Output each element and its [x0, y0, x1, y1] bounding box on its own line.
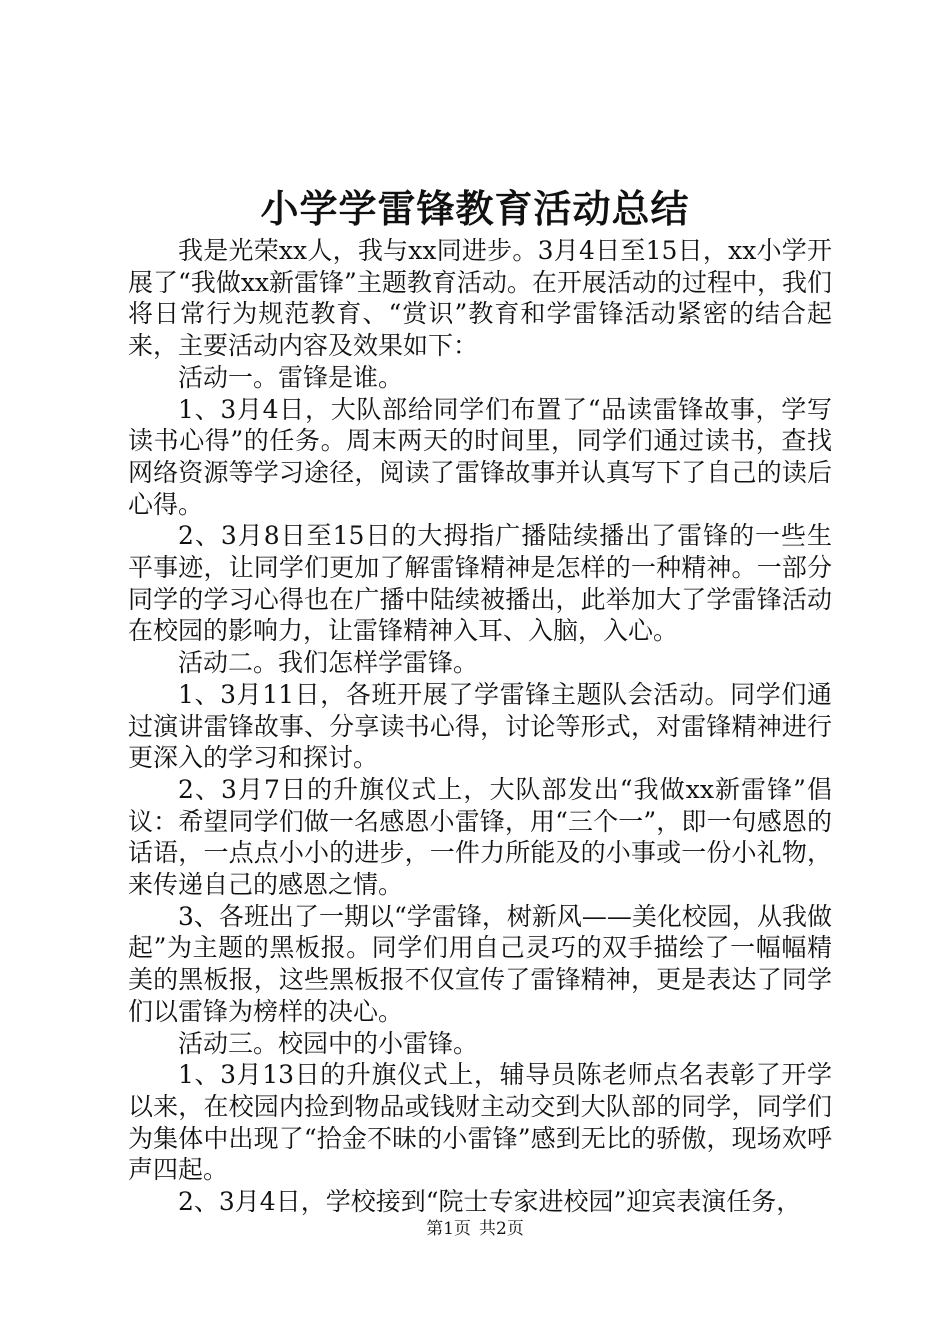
- page-number: 第1页: [426, 1219, 471, 1239]
- paragraph-activity-one-item-2: 2、3月8日至15日的大拇指广播陆续播出了雷锋的一些生平事迹，让同学们更加了解雷锋精神是怎样的一种精神。一部分同学的学习心得也在广播中陆续被播出，此举加大了学雷锋活动在校园的影响力，让雷锋精神入耳、入脑，入心。: [128, 521, 832, 646]
- paragraph-activity-two-item-3: 3、各班出了一期以“学雷锋，树新风——美化校园，从我做起”为主题的黑板报。同学们用自己灵巧的双手描绘了一幅幅精美的黑板报，这些黑板报不仅宣传了雷锋精神，更是表达了同学们以雷锋为榜样的决心。: [128, 901, 832, 1026]
- paragraph-activity-one-item-1: 1、3月4日，大队部给同学们布置了“品读雷锋故事，学写读书心得”的任务。周末两天的时间里，同学们通过读书，查找网络资源等学习途径，阅读了雷锋故事并认真写下了自己的读后心得。: [128, 394, 832, 519]
- page-total: 共2页: [479, 1219, 524, 1239]
- paragraph-activity-two-item-2: 2、3月7日的升旗仪式上，大队部发出“我做xx新雷锋”倡议：希望同学们做一名感恩小雷锋，用“三个一”，即一句感恩的话语，一点点小小的进步，一件力所能及的小事或一份小礼物，来传递自己的感恩之情。: [128, 774, 832, 900]
- paragraph-activity-three-item-1: 1、3月13日的升旗仪式上，辅导员陈老师点名表彰了开学以来，在校园内捡到物品或钱财主动交到大队部的同学，同学们为集体中出现了“拾金不昧的小雷锋”感到无比的骄傲，现场欢呼声四起。: [128, 1060, 832, 1185]
- paragraph-intro: 我是光荣xx人，我与xx同进步。3月4日至15日，xx小学开展了“我做xx新雷锋”主题教育活动。在开展活动的过程中，我们将日常行为规范教育、“赏识”教育和学雷锋活动紧密的结合起来，主要活动内容及效果如下：: [128, 236, 832, 361]
- paragraph-activity-three-item-2: 2、3月4日，学校接到“院士专家进校园”迎宾表演任务，: [178, 1187, 802, 1217]
- document-body: [128, 235, 832, 1218]
- heading-activity-three: 活动三。校园中的小雷锋。: [178, 1028, 479, 1058]
- document-title: 小学学雷锋教育活动总结: [260, 186, 690, 231]
- paragraph-activity-two-item-1: 1、3月11日，各班开展了学雷锋主题队会活动。同学们通过演讲雷锋故事、分享读书心得，讨论等形式，对雷锋精神进行更深入的学习和探讨。: [128, 679, 832, 773]
- page-footer: [0, 1218, 950, 1240]
- heading-activity-two: 活动二。我们怎样学雷锋。: [178, 648, 479, 678]
- heading-activity-one: 活动一。雷锋是谁。: [178, 362, 404, 392]
